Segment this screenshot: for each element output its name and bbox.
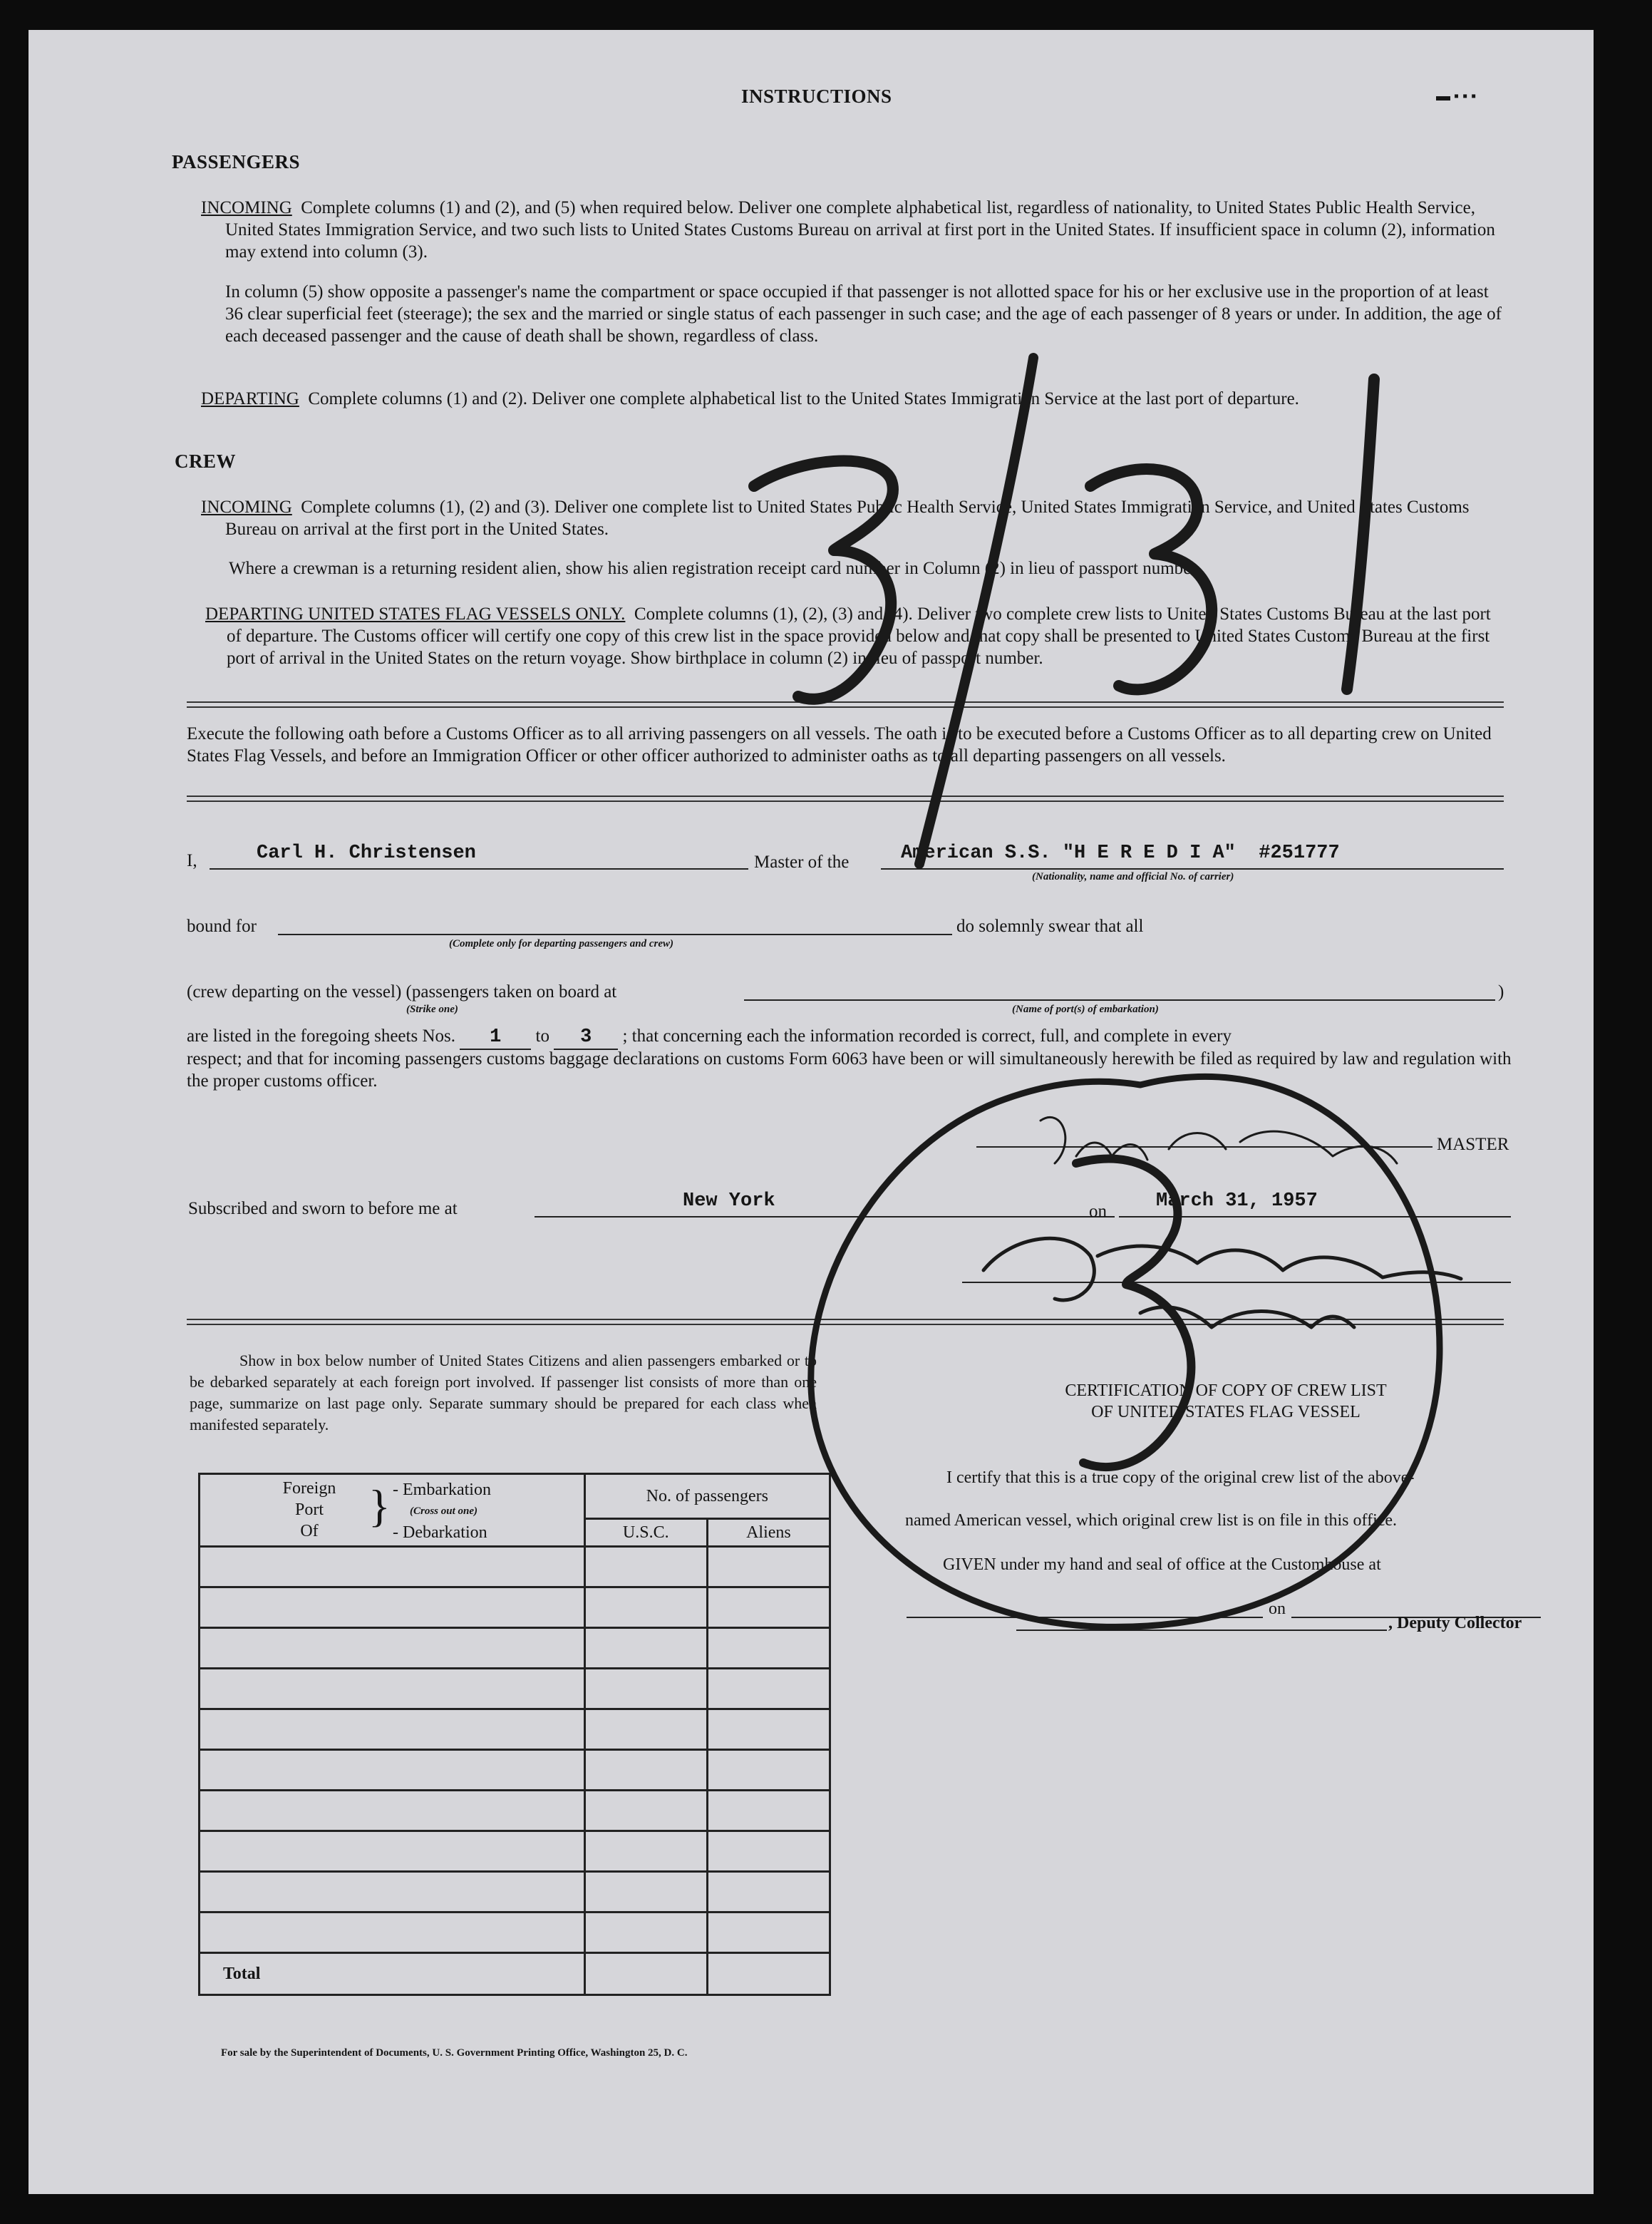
table-row [200,1587,830,1628]
aliens-cell [707,1628,830,1669]
aliens-cell [707,1547,830,1587]
certification-line2: named American vessel, which original crew list is on file in this office. [905,1511,1398,1530]
master-name-line [210,868,748,870]
crew-incoming-label: INCOMING [201,498,292,517]
crew-incoming-paragraph [201,496,1505,540]
passengers-departing-label: DEPARTING [201,389,299,408]
summary-instructions: Show in box below number of United States Citizens and alien passengers embarked or to be debarked separately at each foreign port involved. If passenger list consists of more than one page, summarize on last page only. Separate summary should be prepared for each class when manifested separately. [190,1352,817,1433]
table-total-row [200,1953,830,1995]
master-label: MASTER [1437,1135,1509,1154]
handwritten-circle [811,1076,1440,1627]
port-cell [200,1709,585,1750]
oath-i-label: I, [187,851,197,870]
divider [187,701,1504,708]
usc-cell [584,1831,707,1872]
footer-printing-note: For sale by the Superintendent of Documents, U. S. Government Printing Office, Washington 25, D. C. [221,2047,688,2059]
passenger-summary-table [198,1473,831,1996]
port-caption: (Name of port(s) of embarkation) [1012,1004,1159,1015]
usc-cell [584,1547,707,1587]
port-cell [200,1669,585,1709]
certification-line3: GIVEN under my hand and seal of office at the Customhouse at [943,1555,1381,1574]
usc-cell [584,1628,707,1669]
port-cell [200,1750,585,1791]
to-label: to [535,1026,549,1046]
port-label: Port [294,1500,324,1519]
port-cell [200,1831,585,1872]
table-row [200,1547,830,1587]
aliens-header: Aliens [707,1519,830,1547]
oath-instructions: Execute the following oath before a Customs Officer as to all arriving passengers on all vessels. The oath is to be executed before a Customs Officer as to all departing crew on United States Flag Vessels, and before an Immigration Officer or other officer authorized to administer oaths as to all departing passengers on all vessels. [187,724,1492,766]
corner-mark: ▬ ▪ ▪ ▪ [1436,88,1477,104]
table-row [200,1628,830,1669]
passengers-departing-paragraph [201,388,1505,410]
concerning-text: ; that concerning each the information recorded is correct, full, and complete in every [622,1026,1232,1046]
table-row [200,1669,830,1709]
bound-for-caption: (Complete only for departing passengers and crew) [449,938,673,949]
master-signature-line [976,1146,1432,1148]
aliens-cell [707,1587,830,1628]
on-label: on [1089,1202,1107,1221]
cross-out-caption: (Cross out one) [410,1505,478,1517]
total-aliens-cell [707,1953,830,1995]
vessel-caption: (Nationality, name and official No. of carrier) [1032,871,1234,882]
deputy-collector-label: , Deputy Collector [1388,1614,1522,1632]
vessel-value: American S.S. "H E R E D I A" #251777 [901,843,1340,864]
vessel-line [881,868,1504,870]
deputy-collector-line [1016,1630,1387,1631]
aliens-cell [707,1912,830,1953]
total-label: Total [200,1953,585,1995]
embarkation-label: - Embarkation [393,1480,491,1499]
crew-heading: CREW [175,451,237,472]
port-cell [200,1791,585,1831]
aliens-cell [707,1831,830,1872]
sworn-place-line [535,1216,1115,1217]
usc-cell [584,1791,707,1831]
sheet-from-value: 1 [460,1026,531,1050]
port-line [744,999,1495,1001]
foreign-label: Foreign [282,1478,336,1498]
subscribed-label: Subscribed and sworn to before me at [188,1199,458,1218]
bound-for-label: bound for [187,917,257,936]
aliens-cell [707,1872,830,1912]
foreign-port-header [200,1474,585,1547]
crew-departing-paragraph [205,603,1505,669]
sheet-to-value: 3 [554,1026,618,1050]
customhouse-line [907,1617,1263,1618]
usc-cell [584,1750,707,1791]
master-name-value: Carl H. Christensen [257,843,476,864]
usc-cell [584,1669,707,1709]
usc-cell [584,1872,707,1912]
certification-title-line2: OF UNITED STATES FLAG VESSEL [1091,1403,1361,1421]
aliens-cell [707,1750,830,1791]
crew-passengers-text: (crew departing on the vessel) (passengers taken on board at [187,982,617,1002]
officer-signature-line [962,1282,1511,1283]
brace-icon: } [368,1480,391,1531]
table-row [200,1709,830,1750]
crew-departing-label: DEPARTING UNITED STATES FLAG VESSELS ONLY. [205,604,626,624]
table-header-row [200,1474,830,1519]
table-row [200,1750,830,1791]
listed-text: are listed in the foregoing sheets Nos. [187,1026,455,1046]
crew-departing-text: Complete columns (1), (2), (3) and (4). Deliver two complete crew lists to United States Customs Bureau at the last port of departure. The Customs officer will certify one copy of this crew list in the space provided below and that copy shall be presented to United States Customs Bureau at the first port of arrival in the United States on the return voyage. Show birthplace in column (2) in lieu of passport number. [227,604,1491,668]
passengers-incoming-paragraph [201,197,1505,263]
usc-cell [584,1709,707,1750]
usc-cell [584,1587,707,1628]
crew-incoming-text: Complete columns (1), (2) and (3). Deliver one complete list to United States Public Health Service, United States Immigration Service, and United States Customs Bureau on arrival at the first port in the United States. [225,498,1470,539]
total-usc-cell [584,1953,707,1995]
bound-for-line [278,934,952,935]
no-passengers-header: No. of passengers [584,1474,830,1519]
document-page [29,30,1594,2194]
master-signature [1041,1117,1397,1163]
passengers-incoming-label: INCOMING [201,198,292,217]
swear-text: do solemnly swear that all [956,917,1144,936]
sworn-place-value: New York [683,1190,775,1212]
port-cell [200,1872,585,1912]
passengers-departing-text: Complete columns (1) and (2). Deliver one complete alphabetical list to the United States Immigration Service at the last port of departure. [308,389,1299,408]
certification-on-label: on [1269,1600,1286,1618]
divider [187,796,1504,802]
respect-text: respect; and that for incoming passengers customs baggage declarations on customs Form 6063 have been or will simultaneously herewith be filed as required by law and regulation with the proper customs officer. [187,1049,1512,1091]
sworn-date-line [1119,1216,1511,1217]
certification-title [976,1380,1475,1423]
aliens-cell [707,1669,830,1709]
usc-header: U.S.C. [584,1519,707,1547]
table-row [200,1831,830,1872]
table-row [200,1791,830,1831]
listed-line [187,1025,1232,1050]
table-row [200,1872,830,1912]
port-cell [200,1912,585,1953]
strike-caption: (Strike one) [406,1004,458,1015]
aliens-cell [707,1791,830,1831]
aliens-cell [707,1709,830,1750]
of-label: Of [300,1521,319,1540]
passengers-column5-paragraph: In column (5) show opposite a passenger's name the compartment or space occupied if that passenger is not allotted space for his or her exclusive use in the proportion of at least 36 clear superficial feet (steerage); the sex and the married or single status of each passenger in such case; and the age of each passenger of 8 years or under. In addition, the age of each deceased passenger and the cause of death shall be shown, regardless of class. [225,282,1502,346]
passengers-incoming-text: Complete columns (1) and (2), and (5) when required below. Deliver one complete alphabetical list, regardless of nationality, to United States Public Health Service, United States Immigration Service, and two such lists to United States Customs Bureau on arrival at first port in the United States. If insufficient space in column (2), information may extend into column (3). [225,198,1495,262]
sworn-date-value: March 31, 1957 [1156,1190,1318,1212]
certification-title-line1: CERTIFICATION OF COPY OF CREW LIST [1065,1381,1387,1400]
close-paren: ) [1498,982,1504,1002]
certification-line1: I certify that this is a true copy of the original crew list of the above- [946,1468,1415,1487]
passengers-heading: PASSENGERS [172,151,301,173]
usc-cell [584,1912,707,1953]
divider [187,1319,1504,1325]
port-cell [200,1587,585,1628]
port-cell [200,1628,585,1669]
port-cell [200,1547,585,1587]
table-row [200,1912,830,1953]
page-title: INSTRUCTIONS [741,86,892,107]
table-body [200,1547,830,1953]
debarkation-label: - Debarkation [393,1523,487,1542]
master-of-label: Master of the [754,853,850,872]
crew-resident-paragraph: Where a crewman is a returning resident alien, show his alien registration receipt card number in Column (2) in lieu of passport number. [229,559,1201,578]
